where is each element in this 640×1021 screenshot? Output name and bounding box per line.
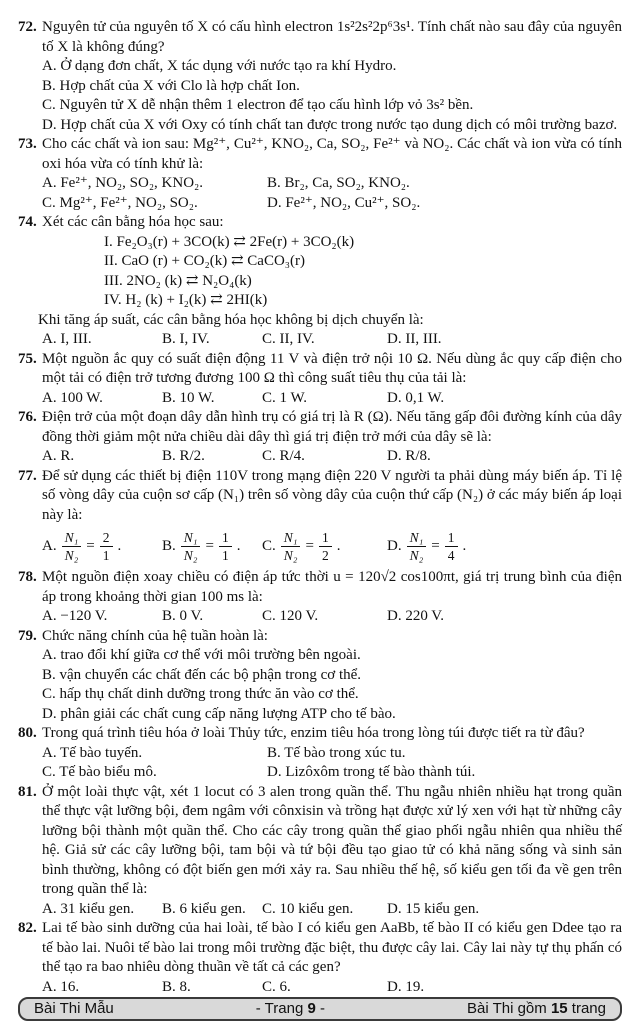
option-c: C. 120 V.	[262, 608, 319, 624]
footer-page-suffix: -	[315, 1000, 325, 1017]
question-number: 77.	[18, 467, 37, 484]
options-list	[42, 744, 622, 783]
option-c: C. Mg²⁺, Fe²⁺, NO₂, SO₂.	[42, 194, 198, 211]
fraction-numerator: 1	[219, 530, 232, 547]
option-b: B. 0 V.	[162, 608, 204, 624]
question-number: 82.	[18, 920, 37, 936]
fraction-numerator: 2	[100, 530, 113, 547]
question-82	[18, 919, 622, 997]
fraction-denominator: 2	[321, 548, 329, 563]
option-label: B.	[162, 537, 176, 554]
options-list	[42, 900, 622, 920]
question-body	[42, 467, 622, 569]
question-stem: Để sử dụng các thiết bị điện 110V trong mạng điện 220 V người ta phải dùng máy biến áp. Tỉ lệ số vòng dây của cuộn sơ cấp (N₁) trên số vòng dây của cuộn thứ cấp (N₂) ở các máy biến áp loại này là:	[42, 467, 622, 523]
equals-sign: =	[86, 537, 95, 554]
fraction-denominator: 4	[447, 548, 455, 563]
option-a: A. Tế bào tuyến.	[42, 744, 143, 761]
options-list	[42, 57, 622, 135]
option-label: A.	[42, 537, 57, 554]
value-fraction	[100, 530, 113, 563]
equation-1: I. Fe₂O₃(r) + 3CO(k) ⇄ 2Fe(r) + 3CO₂(k)	[104, 233, 355, 250]
turns-ratio-fraction	[181, 530, 201, 563]
question-body	[42, 408, 622, 467]
option-d: D. R/8.	[387, 448, 431, 464]
footer-page-number: 9	[307, 1000, 316, 1017]
option-d: D. 220 V.	[387, 608, 444, 624]
option-a: A. 31 kiểu gen.	[42, 900, 135, 917]
option-a: A. 16.	[42, 978, 80, 995]
option-d: D. Fe²⁺, NO₂, Cu²⁺, SO₂.	[267, 194, 421, 211]
option-c: C. II, IV.	[262, 331, 315, 347]
question-stem: Trong quá trình tiêu hóa ở loài Thủy tức, enzim tiêu hóa trong lòng túi được tiết ra từ đâu?	[42, 725, 585, 741]
question-72	[18, 18, 622, 135]
equation-3: III. 2NO₂ (k) ⇄ N₂O₄(k)	[104, 272, 252, 289]
value-fraction	[319, 530, 332, 563]
fraction-numerator: N₁	[62, 530, 82, 547]
question-stem: Cho các chất và ion sau: Mg²⁺, Cu²⁺, KNO₂, Ca, SO₂, Fe²⁺ và NO₂. Các chất và ion vừa có tính oxi hóa vừa có tính khử là:	[42, 136, 622, 172]
question-number: 74.	[18, 214, 37, 230]
question-number: 78.	[18, 569, 37, 585]
fraction-numerator: 1	[445, 530, 458, 547]
fraction-denominator: N₂	[183, 548, 198, 563]
question-number: 81.	[18, 783, 37, 800]
option-period: .	[236, 537, 241, 554]
question-body	[42, 568, 622, 627]
value-fraction	[445, 530, 458, 563]
turns-ratio-fraction	[281, 530, 301, 563]
option-a: A. trao đổi khí giữa cơ thể với môi trường bên ngoài.	[42, 647, 361, 663]
question-body	[42, 135, 622, 213]
question-stem: Một nguồn điện xoay chiều có điện áp tức thời u = 120√2 cos100πt, giá trị trung bình của điện áp trong khoảng thời gian 100 ms là:	[42, 569, 622, 605]
equation-4: IV. H₂ (k) + I₂(k) ⇄ 2HI(k)	[104, 292, 268, 308]
option-period: .	[336, 537, 341, 554]
equals-sign: =	[305, 537, 314, 554]
option-d: D. 15 kiểu gen.	[387, 900, 480, 917]
option-c: C. 6.	[262, 978, 291, 995]
fraction-denominator: N₂	[409, 548, 424, 563]
fraction-option-b	[162, 530, 262, 563]
option-c: C. R/4.	[262, 448, 305, 464]
option-c: C. Nguyên tử X dễ nhận thêm 1 electron để tạo cấu hình lớp vỏ 3s² bền.	[42, 97, 474, 113]
option-b: B. Br₂, Ca, SO₂, KNO₂.	[267, 175, 410, 191]
option-c: C. Tế bào biểu mô.	[42, 764, 157, 780]
options-list	[42, 330, 622, 350]
question-body	[42, 919, 622, 997]
fraction-option-a	[42, 530, 162, 563]
footer-page-count	[467, 999, 606, 1019]
option-d: D. 0,1 W.	[387, 389, 445, 406]
option-a: A. Fe²⁺, NO₂, SO₂, KNO₂.	[42, 175, 204, 191]
question-stem: Ở một loài thực vật, xét 1 locut có 3 alen trong quần thể. Thu ngẫu nhiên nhiều hạt trong quần thể thực vật lưỡng bội, đem ngâm với cônxisin và trồng hạt được xử lý xen với hạt từ những cây lưỡng bội thành một quần thể. Cho các cây trong quần thể giao phối ngẫu nhiên qua nhiều thế hệ. Giả sử các cây lưỡng bội, tam bội và tứ bội đều tạo giao tử có khả năng sống và sinh sản bình thường, không có đột biến gen mới xảy ra. Sau nhiều thế hệ, số kiểu gen tối đa về gen trên trong quần thể là:	[42, 783, 622, 897]
question-body	[42, 724, 622, 783]
question-stem: Một nguồn ắc quy có suất điện động 11 V và điện trở nội 10 Ω. Nếu dùng ắc quy cấp điện cho một tải có điện trở tương đương 100 Ω thì công suất tiêu thụ của tải là:	[42, 350, 622, 386]
question-76	[18, 408, 622, 467]
question-stem: Điện trở của một đoạn dây dẫn hình trụ có giá trị là R (Ω). Nếu tăng gấp đôi đường kính của dây đồng thời giảm một nửa chiều dài dây thì giá trị điện trở mới của dây sẽ là:	[42, 409, 622, 445]
value-fraction	[219, 530, 232, 563]
question-stem: Chức năng chính của hệ tuần hoàn là:	[42, 627, 268, 644]
fraction-denominator: 1	[102, 548, 110, 563]
footer-bar	[18, 997, 622, 1021]
question-body	[42, 350, 622, 409]
option-d: D. II, III.	[387, 331, 442, 347]
footer-doc-title: Bài Thi Mẫu	[34, 1000, 114, 1017]
options-list	[42, 978, 622, 998]
option-a: A. −120 V.	[42, 608, 108, 624]
question-number: 75.	[18, 350, 37, 367]
option-period: .	[117, 537, 122, 554]
question-80	[18, 724, 622, 783]
question-77	[18, 467, 622, 569]
question-subline: Khi tăng áp suất, các cân bằng hóa học không bị dịch chuyển là:	[38, 311, 424, 328]
options-list	[42, 607, 622, 627]
equals-sign: =	[431, 537, 440, 554]
question-stem: Nguyên tử của nguyên tố X có cấu hình electron 1s²2s²2p⁶3s¹. Tính chất nào sau đây của nguyên tố X là không đúng?	[42, 19, 622, 55]
question-body	[42, 18, 622, 135]
question-number: 76.	[18, 409, 37, 425]
question-75	[18, 350, 622, 409]
fraction-numerator: N₁	[281, 530, 301, 547]
question-body	[42, 783, 622, 920]
option-b: B. R/2.	[162, 448, 205, 464]
fraction-option-c	[262, 530, 387, 563]
footer-page-prefix: - Trang	[255, 1000, 308, 1017]
option-label: C.	[262, 537, 276, 554]
turns-ratio-fraction	[62, 530, 82, 563]
fraction-denominator: N₂	[283, 548, 298, 563]
question-body	[38, 213, 622, 350]
option-a: A. R.	[42, 448, 75, 464]
option-d: D. 19.	[387, 978, 425, 995]
question-81	[18, 783, 622, 920]
fraction-denominator: N₂	[64, 548, 79, 563]
options-list	[42, 646, 622, 724]
option-b: B. I, IV.	[162, 331, 210, 347]
equation-2: II. CaO (r) + CO₂(k) ⇄ CaCO₃(r)	[104, 253, 306, 269]
fraction-numerator: 1	[319, 530, 332, 547]
question-stem: Xét các cân bằng hóa học sau:	[42, 214, 224, 230]
option-label: D.	[387, 537, 402, 554]
option-b: B. 8.	[162, 978, 191, 995]
equals-sign: =	[205, 537, 214, 554]
option-a: A. I, III.	[42, 331, 92, 347]
options-list	[42, 174, 622, 213]
question-78	[18, 568, 622, 627]
fraction-numerator: N₁	[181, 530, 201, 547]
option-c: C. 1 W.	[262, 389, 308, 406]
option-a: A. Ở dạng đơn chất, X tác dụng với nước tạo ra khí Hydro.	[42, 58, 397, 74]
question-number: 79.	[18, 627, 37, 644]
option-b: B. 10 W.	[162, 389, 215, 406]
footer-count-suffix: trang	[567, 1000, 606, 1017]
footer-page-indicator	[256, 999, 325, 1019]
option-b: B. 6 kiểu gen.	[162, 900, 246, 917]
option-d: D. Lizôxôm trong tế bào thành túi.	[267, 764, 476, 780]
fraction-option-d	[387, 530, 622, 563]
question-number: 73.	[18, 136, 37, 152]
options-list	[42, 389, 622, 409]
option-a: A. 100 W.	[42, 389, 103, 406]
question-73	[18, 135, 622, 213]
option-b: B. Hợp chất của X với Clo là hợp chất Ion.	[42, 77, 300, 94]
options-list	[42, 447, 622, 467]
option-d: D. Hợp chất của X với Oxy có tính chất tan được trong nước tạo dung dịch có môi trường bazơ.	[42, 116, 618, 133]
option-period: .	[462, 537, 467, 554]
footer-count-prefix: Bài Thi gồm	[467, 1000, 551, 1017]
question-79	[18, 627, 622, 725]
option-b: B. Tế bào trong xúc tu.	[267, 744, 406, 761]
footer-total-pages: 15	[550, 1000, 568, 1017]
equation-list	[104, 233, 622, 311]
turns-ratio-fraction	[407, 530, 427, 563]
option-c: C. 10 kiểu gen.	[262, 900, 354, 917]
fraction-numerator: N₁	[407, 530, 427, 547]
question-stem: Lai tế bào sinh dưỡng của hai loài, tế bào I có kiểu gen AaBb, tế bào II có kiểu gen Ddee tạo ra tế bào lai. Nuôi tế bào lai trong môi trường đặc biệt, thu được cây lai. Cây lai này tự thụ phấn có thể tạo ra bao nhiêu dòng thuần về tất cả các gen?	[42, 920, 622, 975]
question-body	[42, 627, 622, 725]
question-number: 72.	[18, 19, 37, 35]
option-b: B. vận chuyển các chất đến các bộ phận trong cơ thể.	[42, 666, 362, 683]
fraction-denominator: 1	[221, 548, 229, 563]
question-74	[18, 213, 622, 350]
option-c: C. hấp thụ chất dinh dưỡng trong thức ăn vào cơ thể.	[42, 686, 359, 702]
options-list	[42, 530, 622, 563]
option-d: D. phân giải các chất cung cấp năng lượng ATP cho tế bào.	[42, 705, 396, 722]
question-number: 80.	[18, 725, 37, 741]
